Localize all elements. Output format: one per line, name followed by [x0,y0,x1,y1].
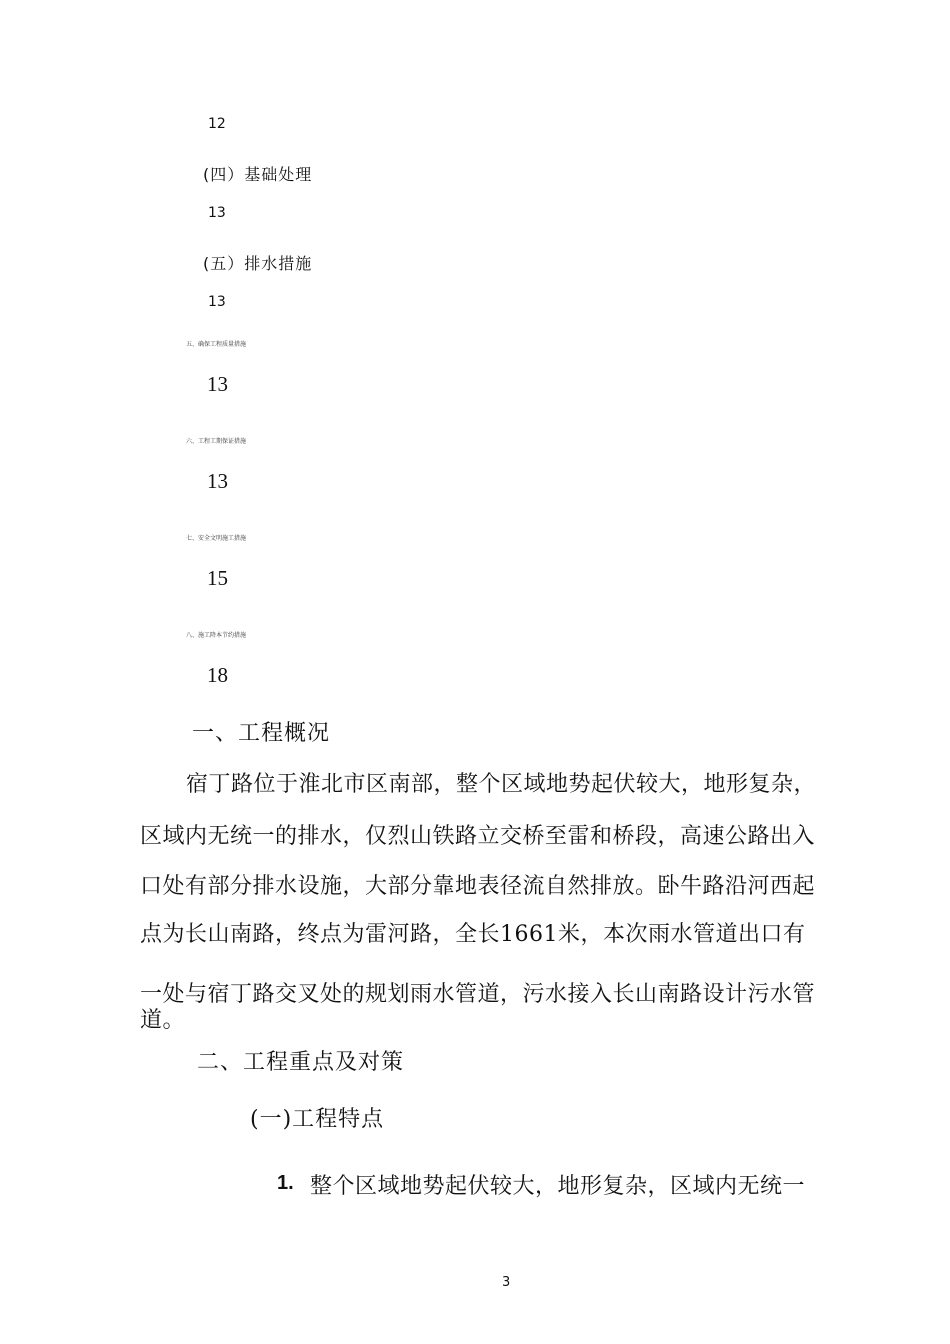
toc-item-drainage: (五）排水措施 [203,254,313,273]
toc-page-number: 13 [208,205,226,221]
section-heading-overview: 一、工程概况 [192,721,331,746]
toc-page-number: 13 [207,469,228,493]
paragraph-line: 一处与宿丁路交叉处的规划雨水管道，污水接入长山南路设计污水管 [140,982,816,1007]
toc-page-number: 13 [208,294,226,310]
toc-section-quality: 五、确保工程质量措施 [186,341,247,348]
toc-page-number: 18 [207,663,228,687]
toc-section-schedule: 六、工程工期保证措施 [186,438,247,445]
toc-page-number: 15 [207,566,228,590]
list-item-text: 整个区域地势起伏较大，地形复杂，区域内无统一 [310,1174,806,1199]
list-item-number: 1. [277,1172,294,1194]
toc-section-cost: 八、施工降本节约措施 [186,632,247,639]
subsection-heading-features: (一)工程特点 [250,1107,385,1132]
paragraph-line: 区域内无统一的排水，仅烈山铁路立交桥至雷和桥段，高速公路出入 [140,824,816,849]
toc-page-number: 12 [208,116,226,132]
toc-item-foundation: (四）基础处理 [203,165,313,184]
toc-page-number: 13 [207,372,228,396]
paragraph-line: 点为长山南路，终点为雷河路，全长1661米，本次雨水管道出口有 [140,922,806,947]
page-number: 3 [502,1275,511,1290]
toc-section-safety: 七、安全文明施工措施 [186,535,247,542]
section-heading-key-points: 二、工程重点及对策 [197,1050,405,1075]
paragraph-line: 口处有部分排水设施，大部分靠地表径流自然排放。卧牛路沿河西起 [140,874,816,899]
paragraph-line: 宿丁路位于淮北市区南部，整个区域地势起伏较大，地形复杂， [186,772,817,797]
paragraph-line: 道。 [140,1008,186,1033]
